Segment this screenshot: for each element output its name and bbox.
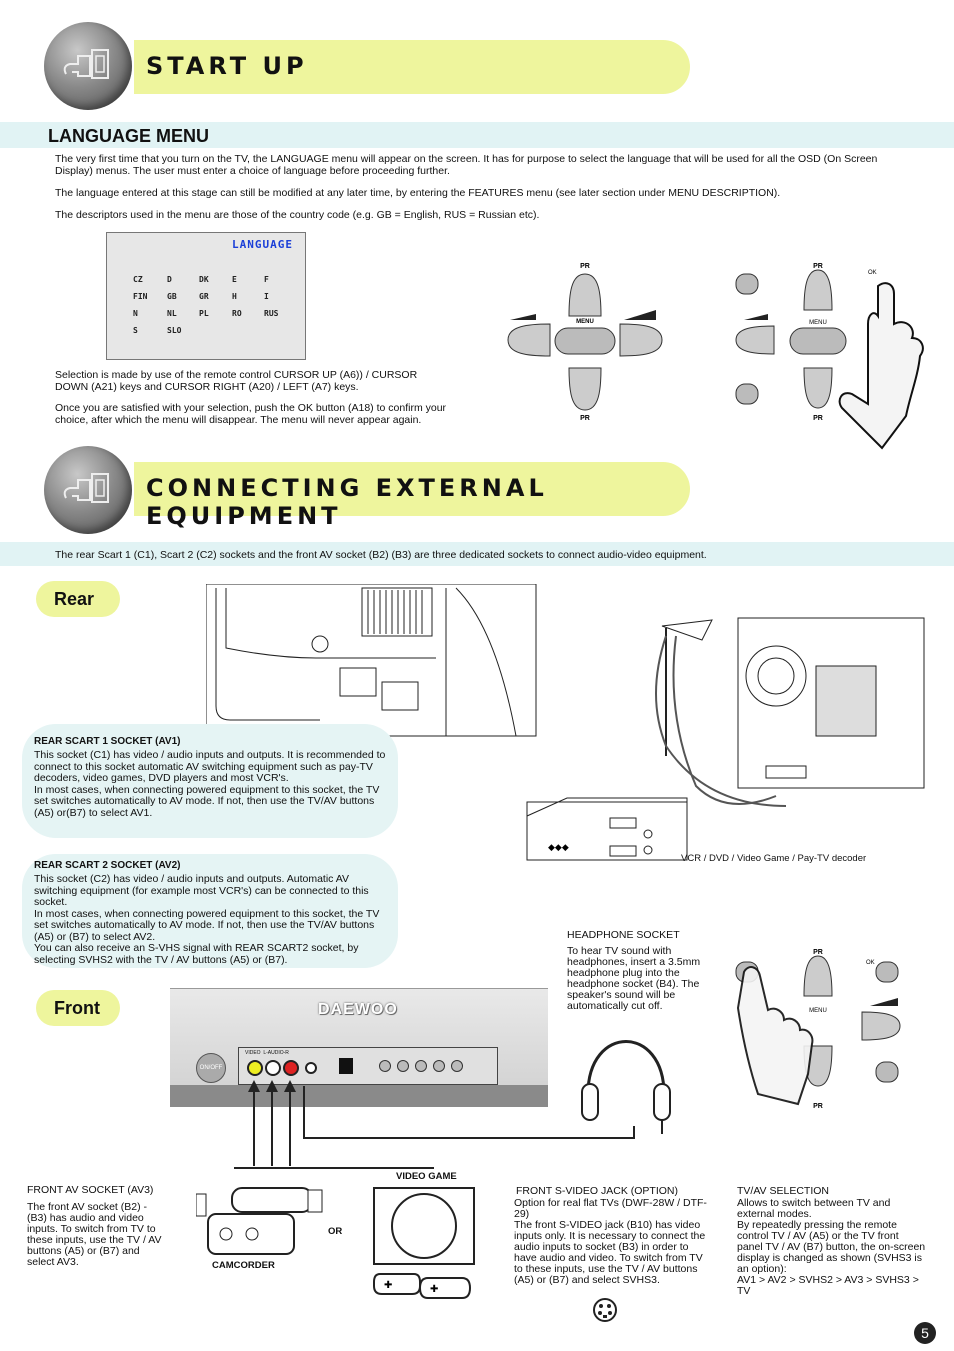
lang-code: FIN (133, 292, 148, 301)
svideo-jack[interactable] (339, 1058, 353, 1074)
ok-label: OK (868, 270, 877, 276)
lang-code: SLO (167, 326, 182, 335)
svideo-text: Option for real flat TVs (DWF-28W / DTF-29) The front S-VIDEO jack (B10) has video inputs only. It is necessary to connect the audio inputs to socket (B3) in order to have audio and video. To switch from TV to these inputs, use the TV / AV buttons (A5) or (B7) and select SVHS3. (514, 1197, 707, 1286)
svg-text:◆◆◆: ◆◆◆ (548, 842, 569, 852)
lang-code: GB (167, 292, 177, 301)
pr-up-label: PR (813, 949, 823, 956)
tv-rear-illustration (206, 584, 538, 738)
menu-label: MENU (809, 1008, 827, 1014)
scart1-text: This socket (C1) has video / audio inputs and outputs. It is recommended to connect to this socket automatic AV switching equipment such as pay-TV decoders, video games, DVD players and most VCR's. In most cases, when connecting powered equipment to this socket, the TV set switches automatically to AV mode. If not, then use the TV/AV buttons (A5) or(B7) to select AV1. (34, 749, 386, 819)
lang-code: DK (199, 275, 209, 284)
daewoo-logo: DAEWOO (318, 1001, 398, 1018)
connecting-title: CONNECTING EXTERNAL EQUIPMENT (146, 474, 548, 530)
lang-code: E (232, 275, 237, 284)
remote-tvav-hand-illustration (730, 946, 930, 1116)
or-label: OR (328, 1226, 343, 1237)
headphone-text: To hear TV sound with headphones, insert a 3.5mm headphone plug into the headphone socket (B4). The speaker's sound will be automatically cut off. (567, 945, 701, 1012)
ok-label: OK (866, 960, 875, 966)
scart2-text: This socket (C2) has video / audio inputs and outputs. Automatic AV switching equipment (for example most VCR's) can be connected to this socket. In most cases, when connecting powered equipment to this socket, the TV set switches automatically to AV mode. If not, then use the TV/AV buttons (A5) or (B7) to select AV2. You can also receive an S-VHS signal with REAR SCART2 socket, by selecting SVHS2 with the TV / AV buttons (A5) or (B7). (34, 873, 380, 966)
lang-code: N (133, 309, 138, 318)
scart1-title: REAR SCART 1 SOCKET (AV1) (34, 736, 181, 747)
camcorder-illustration (196, 1180, 324, 1260)
lang-code: GR (199, 292, 209, 301)
lang-code: RO (232, 309, 242, 318)
front-label: Front (54, 998, 100, 1018)
vcr-caption: VCR / DVD / Video Game / Pay-TV decoder (681, 853, 867, 864)
remote-ok-hand-illustration (730, 258, 930, 458)
language-para-4: Selection is made by use of the remote control CURSOR UP (A6)) / CURSOR DOWN (A21) keys and CURSOR RIGHT (A20) / LEFT (A7) keys. (55, 369, 418, 393)
start-up-banner (134, 40, 690, 94)
language-osd-title: LANGUAGE (232, 238, 293, 251)
tvav-title: TV/AV SELECTION (737, 1185, 829, 1197)
language-menu-heading: LANGUAGE MENU (48, 126, 209, 146)
pr-up-label: PR (580, 263, 590, 270)
panel-labels: VIDEO L-AUDIO-R (245, 1050, 289, 1056)
scart2-title: REAR SCART 2 SOCKET (AV2) (34, 860, 181, 871)
language-osd-screen (106, 232, 306, 360)
language-para-5: Once you are satisfied with your selection, push the OK button (A18) to confirm your choice, after which the menu will disappear. The menu will never appear again. (55, 402, 447, 426)
rear-scart2-box (22, 854, 398, 968)
headphone-jack[interactable] (305, 1062, 317, 1074)
volume-up-button[interactable] (415, 1060, 427, 1072)
pr-up-label: PR (813, 263, 823, 270)
svg-text:✚: ✚ (430, 1284, 439, 1295)
scart-logo-icon (44, 446, 132, 534)
video-game-label: VIDEO GAME (396, 1171, 457, 1182)
rear-label-pill (36, 581, 120, 617)
front-cables-illustration (200, 1076, 660, 1176)
volume-down-button[interactable] (397, 1060, 409, 1072)
lang-code: NL (167, 309, 177, 318)
lang-code: F (264, 275, 269, 284)
program-up-button[interactable] (451, 1060, 463, 1072)
lang-code: H (232, 292, 237, 301)
svideo-title: FRONT S-VIDEO JACK (OPTION) (516, 1185, 678, 1197)
lang-code: I (264, 292, 269, 301)
svideo-jack-icon (592, 1297, 618, 1323)
pr-down-label: PR (580, 415, 590, 422)
camcorder-label: CAMCORDER (212, 1260, 275, 1271)
rear-label: Rear (54, 589, 95, 609)
language-para-1: The very first time that you turn on the TV, the LANGUAGE menu will appear on the screen. It has for purpose to select the language that will be used for all the OSD (On Screen Display) menus. The user must enter a choice of language before proceeding further. (55, 153, 878, 177)
antenna-tv-vcr-illustration (526, 606, 936, 866)
video-game-console-illustration (370, 1184, 480, 1304)
lang-code: RUS (264, 309, 279, 318)
lang-code: CZ (133, 275, 143, 284)
svg-text:✚: ✚ (384, 1280, 393, 1291)
video-jack[interactable] (247, 1060, 263, 1076)
front-label-pill (36, 990, 120, 1026)
lang-code: D (167, 275, 172, 284)
av3-text: The front AV socket (B2) - (B3) has audio and video inputs. To switch from TV to these inputs, use the TV / AV buttons (A5) or (B7) and select AV3. (27, 1201, 162, 1268)
menu-label: MENU (809, 320, 827, 326)
page-number: 5 (914, 1322, 936, 1344)
pr-down-label: PR (813, 415, 823, 422)
headphone-title: HEADPHONE SOCKET (567, 929, 680, 941)
scart-logo-icon (44, 22, 132, 110)
connecting-intro: The rear Scart 1 (C1), Scart 2 (C2) sockets and the front AV socket (B2) (B3) are three dedicated sockets to connect audio-video equipment. (55, 549, 707, 561)
language-para-2: The language entered at this stage can still be modified at any later time, by entering the FEATURES menu (see later section under MENU DESCRIPTION). (55, 187, 781, 199)
start-up-title: START UP (146, 52, 308, 80)
tvav-text: Allows to switch between TV and external modes. By repeatedly pressing the remote control TV / AV (A5) or the TV front panel TV / AV (B7) button, the on-screen display is changed as shown (SVHS3 is an option): AV1 > AV2 > SVHS2 > AV3 > SVHS3 > TV (737, 1197, 926, 1297)
program-down-button[interactable] (433, 1060, 445, 1072)
power-label: ON/OFF (199, 1065, 223, 1071)
menu-label: MENU (576, 319, 594, 325)
audio-right-jack[interactable] (283, 1060, 299, 1076)
lang-code: S (133, 326, 138, 335)
audio-left-jack[interactable] (265, 1060, 281, 1076)
tvav-button[interactable] (379, 1060, 391, 1072)
remote-cursor-pad-illustration (500, 258, 670, 428)
connecting-banner (134, 462, 690, 530)
language-para-3: The descriptors used in the menu are those of the country code (e.g. GB = English, RUS = Russian etc). (55, 209, 540, 221)
lang-code: PL (199, 309, 209, 318)
rear-scart1-box (22, 724, 398, 838)
av3-title: FRONT AV SOCKET (AV3) (27, 1184, 154, 1196)
pr-down-label: PR (813, 1103, 823, 1110)
